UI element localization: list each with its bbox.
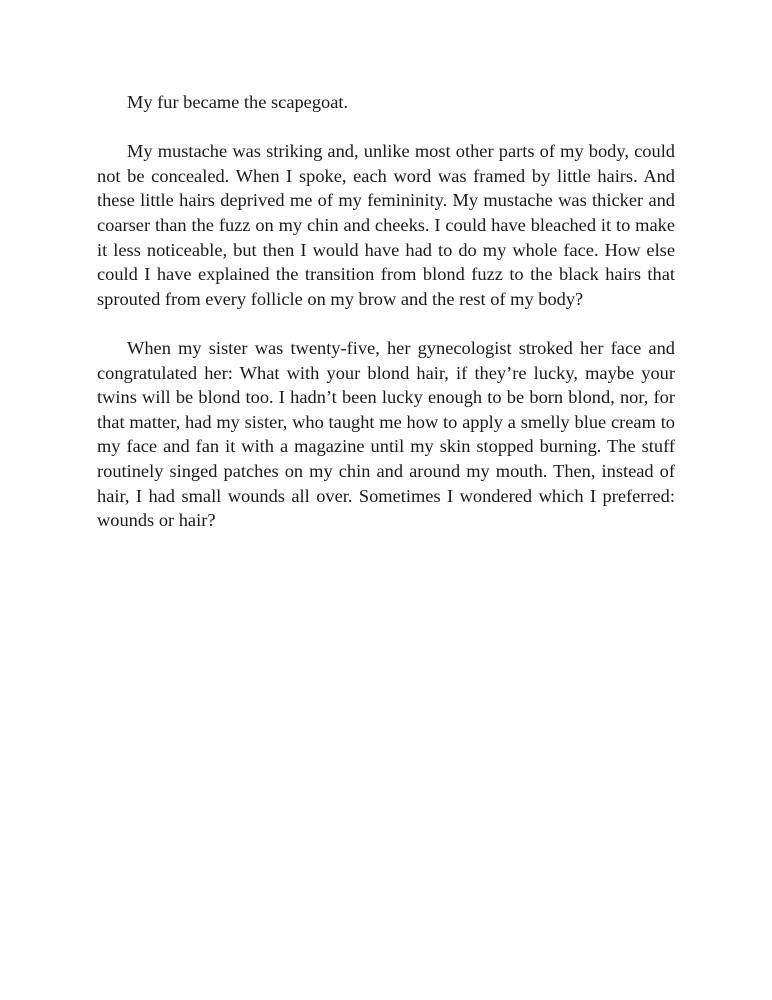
body-text: [97, 90, 675, 533]
paragraph-2: My mustache was striking and, unlike most other parts of my body, could not be concealed. When I spoke, each word was framed by little hairs. And these little hairs deprived me of my femininity. My mustache was thicker and coarser than the fuzz on my chin and cheeks. I could have bleached it to make it less noticeable, but then I would have had to do my whole face. How else could I have explained the transition from blond fuzz to the black hairs that sprouted from every follicle on my brow and the rest of my body?: [97, 141, 675, 309]
paragraph-1: My fur became the scapegoat.: [127, 92, 349, 112]
paragraph-3: When my sister was twenty-five, her gynecologist stroked her face and congratulated her: What with your blond hair, if they’re lucky, maybe your twins will be blond too. I hadn’t been lucky enough to be born blond, nor, for that matter, had my sister, who taught me how to apply a smelly blue cream to my face and fan it with a magazine until my skin stopped burning. The stuff routinely singed patches on my chin and around my mouth. Then, instead of hair, I had small wounds all over. Sometimes I wondered which I preferred: wounds or hair?: [97, 337, 675, 531]
